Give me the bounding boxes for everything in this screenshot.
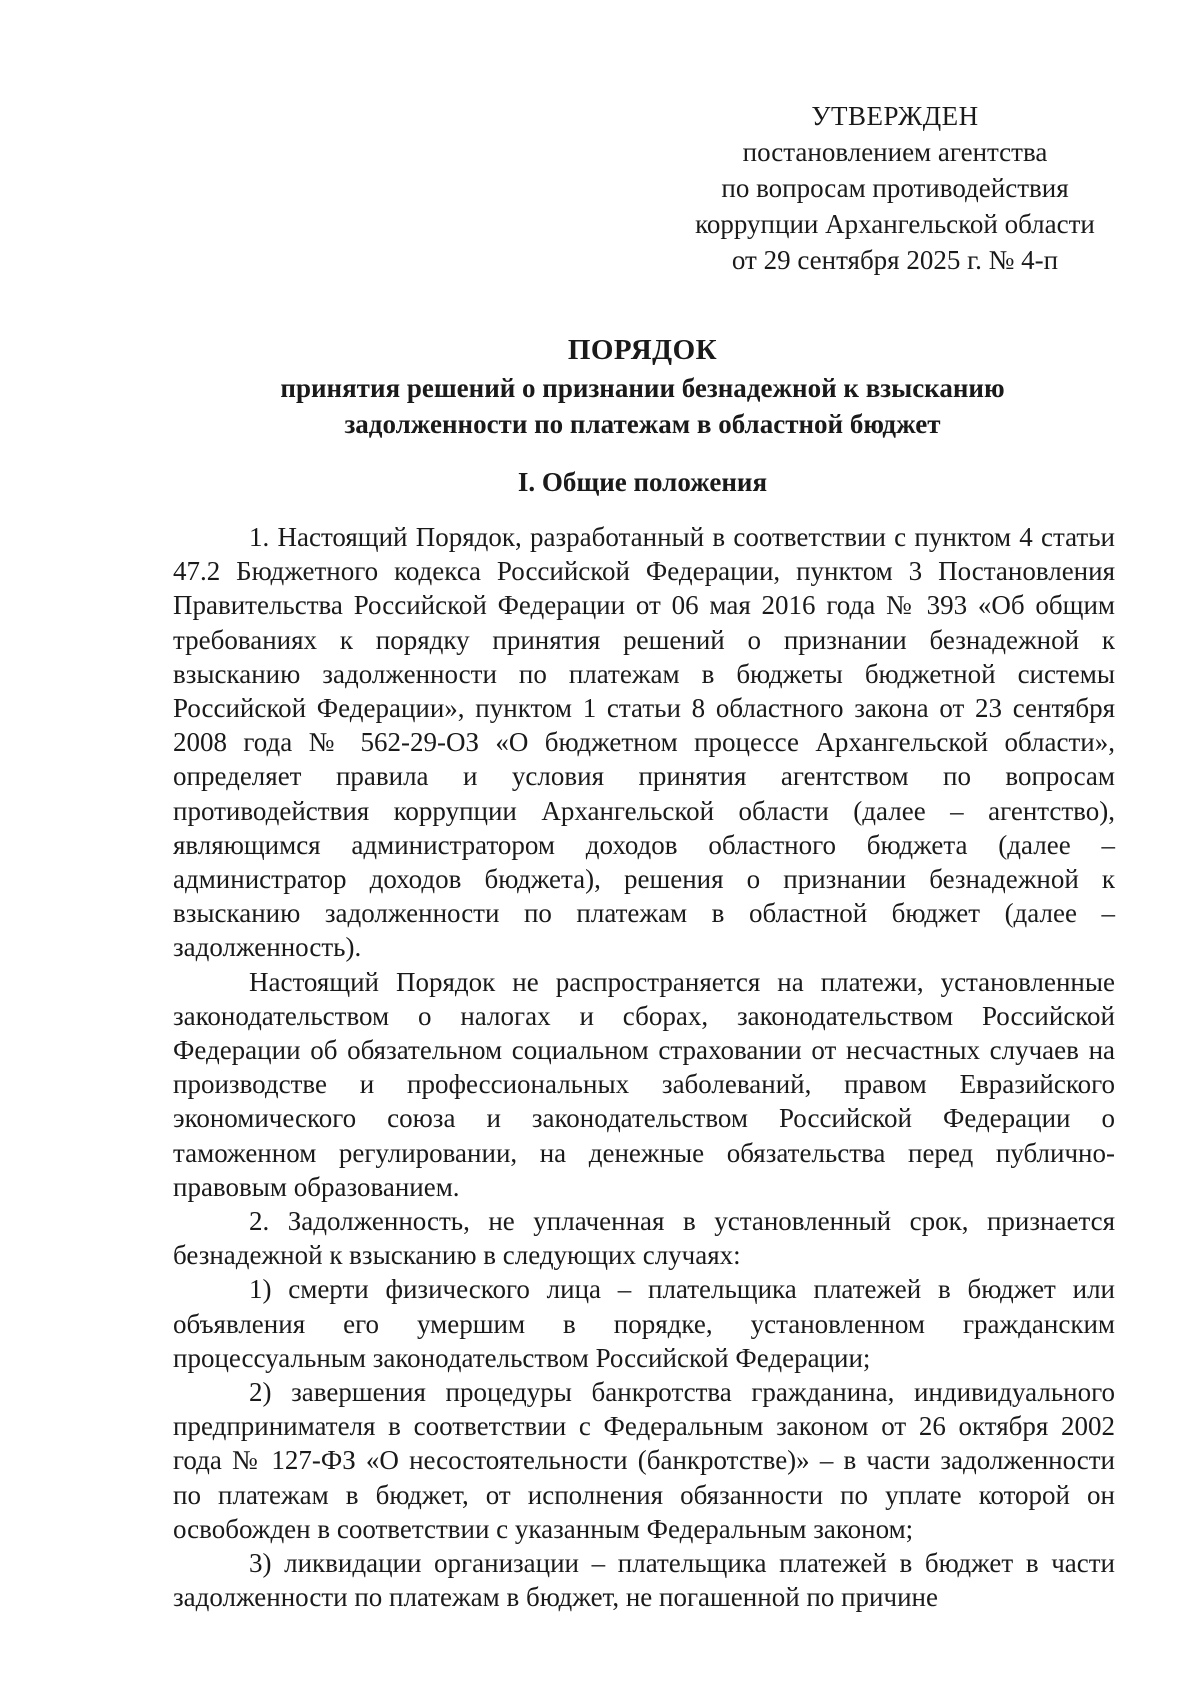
document-title <box>170 332 1115 442</box>
list-item: 2) завершения процедуры банкротства гражданина, индивидуального предпринимателя в соответствии с Федеральным законом от 26 октября 2002 года № 127-ФЗ «О несостоятельности (банкротстве)» – в части задолженности по платежам в бюджет, от исполнения обязанности по уплате которой он освобожден в соответствии с указанным Федеральным законом; <box>173 1377 1115 1544</box>
approval-line: коррупции Архангельской области <box>695 209 1095 239</box>
approval-stamp <box>660 98 1130 278</box>
document-subtitle-line: задолженности по платежам в областной бюджет <box>344 409 941 439</box>
document-subtitle-line: принятия решений о признании безнадежной к взысканию <box>280 373 1005 403</box>
paragraph: 2. Задолженность, не уплаченная в установленный срок, признается безнадежной к взысканию в следующих случаях: <box>173 1206 1115 1271</box>
approval-title: УТВЕРЖДЕН <box>811 101 979 131</box>
approval-line: постановлением агентства <box>742 137 1048 167</box>
section-heading: I. Общие положения <box>517 467 768 497</box>
paragraph: 1. Настоящий Порядок, разработанный в соответствии с пунктом 4 статьи 47.2 Бюджетного кодекса Российской Федерации, пунктом 3 Постановления Правительства Российской Федерации от 06 мая 2016 года № 393 «Об общим требованиях к порядку принятия решений о признании безнадежной к взысканию задолженности по платежам в бюджеты бюджетной системы Российской Федерации», пунктом 1 статьи 8 областного закона от 23 сентября 2008 года № 562-29-ОЗ «О бюджетном процессе Архангельской области», определяет правила и условия принятия агентством по вопросам противодействия коррупции Архангельской области (далее – агентство), являющимся администратором доходов областного бюджета (далее – администратор доходов бюджета), решения о признании безнадежной к взысканию задолженности по платежам в областной бюджет (далее – задолженность). <box>173 522 1115 963</box>
paragraph: Настоящий Порядок не распространяется на платежи, установленные законодательством о налогах и сборах, законодательством Российской Федерации об обязательном социальном страховании от несчастных случаев на производстве и профессиональных заболеваний, правом Евразийского экономического союза и законодательством Российской Федерации о таможенном регулировании, на денежные обязательства перед публично-правовым образованием. <box>173 966 1115 1202</box>
list-item: 3) ликвидации организации – плательщика платежей в бюджет в части задолженности по платежам в бюджет, не погашенной по причине <box>173 1548 1115 1613</box>
approval-date: от 29 сентября 2025 г. № 4-п <box>731 245 1059 275</box>
document-title-main: ПОРЯДОК <box>567 334 718 366</box>
approval-line: по вопросам противодействия <box>721 173 1069 203</box>
list-item: 1) смерти физического лица – плательщика платежей в бюджет или объявления его умершим в порядке, установленном гражданским процессуальным законодательством Российской Федерации; <box>173 1274 1115 1373</box>
document-body <box>173 520 1115 1615</box>
